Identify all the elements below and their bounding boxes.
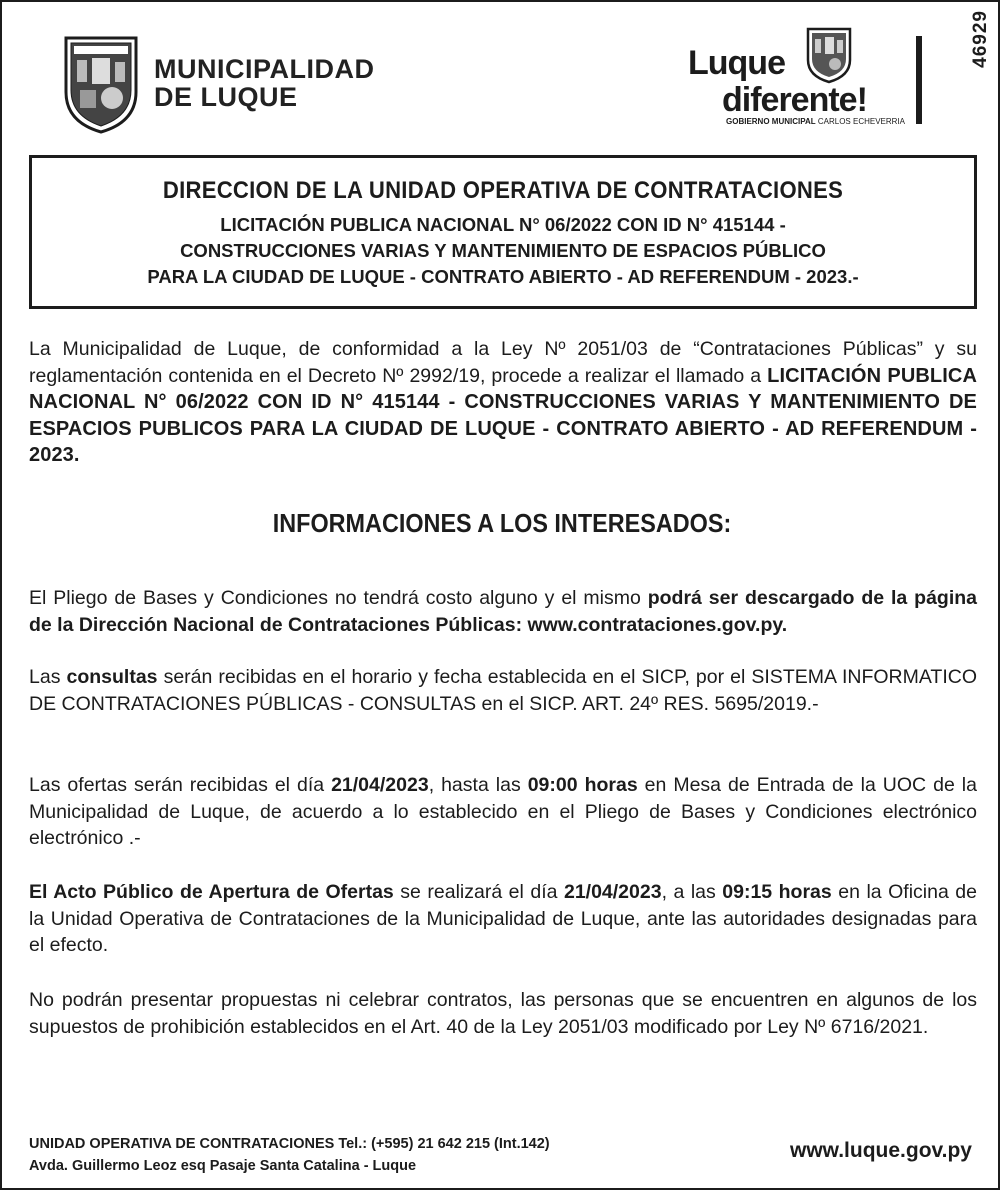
p1-bold: podrá ser descargado de la página de la Dirección Nacional de Contrataciones Públicas: www.contrataciones.gov.py.: [29, 587, 977, 636]
p2-bold: consultas: [66, 666, 158, 688]
section-title: INFORMACIONES A LOS INTERESADOS:: [272, 508, 732, 538]
intro-paragraph: [29, 336, 977, 469]
p3-text-a: Las ofertas serán recibidas el día: [29, 774, 332, 796]
footer-website: www.luque.gov.py: [789, 1139, 972, 1162]
paragraph-consultas: [29, 664, 977, 717]
p2-text-c: serán recibidas en el horario y fecha establecida en el SICP, por el SISTEMA INFORMATICO DE CONTRATACIONES PÚBLICAS - CONSULTAS en el SICP. ART. 24º RES. 5695/2019.-: [29, 666, 978, 715]
p4-date: 21/04/2023: [563, 881, 662, 903]
p4-text-d: , a las: [661, 881, 723, 903]
brand-divider-bar: [916, 36, 922, 124]
municipality-name-line1: MUNICIPALIDAD: [154, 54, 375, 84]
p3-text-c: , hasta las: [428, 774, 528, 796]
p4-time: 09:15 horas: [722, 881, 832, 903]
brand-sub-rest: CARLOS ECHEVERRIA: [815, 117, 905, 126]
footer-line2: Avda. Guillermo Leoz esq Pasaje Santa Catalina - Luque: [29, 1158, 417, 1174]
p4-text-b: se realizará el día: [393, 881, 564, 903]
footer-line1: UNIDAD OPERATIVA DE CONTRATACIONES Tel.: (+595) 21 642 215 (Int.142): [29, 1136, 550, 1152]
brand-sub-bold: GOBIERNO MUNICIPAL: [726, 117, 816, 126]
intro-strong-text: LICITACIÓN PUBLICA NACIONAL N° 06/2022 CON ID N° 415144 - CONSTRUCCIONES VARIAS Y MANTENIMIENTO DE ESPACIOS PUBLICOS PARA LA CIUDAD DE LUQUE - CONTRATO ABIERTO - AD REFERENDUM - 2023.: [29, 364, 977, 466]
paragraph-prohibicion: No podrán presentar propuestas ni celebrar contratos, las personas que se encuentren en algunos de los supuestos de prohibición establecidos en el Art. 40 de la Ley 2051/03 modificado por Ley Nº 6716/2021.: [29, 989, 977, 1038]
municipality-name-line2: DE LUQUE: [154, 82, 298, 112]
footer-contact: [29, 1133, 550, 1177]
p3-text-e: en Mesa de Entrada de la UOC de la Municipalidad de Luque, de acuerdo a lo establecido en el Pliego de Bases y Condiciones electrónico electrónico .-: [29, 774, 977, 849]
p4-text-f: en la Oficina de la Unidad Operativa de Contrataciones de la Municipalidad de Luque, ante las autoridades designadas para el efecto.: [29, 881, 977, 956]
municipal-crest-icon: [62, 32, 140, 134]
p2-text-a: Las: [29, 666, 67, 688]
title-line2: CONSTRUCCIONES VARIAS Y MANTENIMIENTO DE ESPACIOS PÚBLICO: [180, 240, 826, 261]
brand-crest-icon: [806, 26, 852, 84]
title-box: [29, 155, 977, 309]
ad-code: 46929: [970, 10, 991, 68]
p1-text: El Pliego de Bases y Condiciones no tendrá costo alguno y el mismo: [29, 587, 648, 609]
municipality-name: [154, 55, 374, 111]
p3-time: 09:00 horas: [527, 774, 638, 796]
paragraph-apertura: [29, 879, 977, 959]
p4-bold-title: El Acto Público de Apertura de Ofertas: [29, 881, 394, 903]
p3-date: 21/04/2023: [331, 774, 429, 796]
title-line1: LICITACIÓN PUBLICA NACIONAL N° 06/2022 CON ID N° 415144 -: [220, 214, 786, 235]
paragraph-ofertas: [29, 772, 977, 852]
title-line3: PARA LA CIUDAD DE LUQUE - CONTRATO ABIERTO - AD REFERENDUM - 2023.-: [147, 266, 859, 287]
intro-text: La Municipalidad de Luque, de conformidad a la Ley Nº 2051/03 de “Contrataciones Públicas” y su reglamentación contenida en el Decreto Nº 2992/19, procede a realizar el llamado a: [29, 338, 977, 387]
title-subtitle: [32, 212, 974, 290]
municipality-header: [62, 32, 374, 134]
brand-subtitle: [726, 117, 905, 126]
brand-line2: diferente!: [722, 81, 867, 119]
luque-diferente-logo: [688, 26, 928, 130]
paragraph-pliego: [29, 585, 977, 638]
brand-line1: Luque: [688, 44, 785, 82]
title-main: DIRECCION DE LA UNIDAD OPERATIVA DE CONTRATACIONES: [162, 177, 844, 204]
